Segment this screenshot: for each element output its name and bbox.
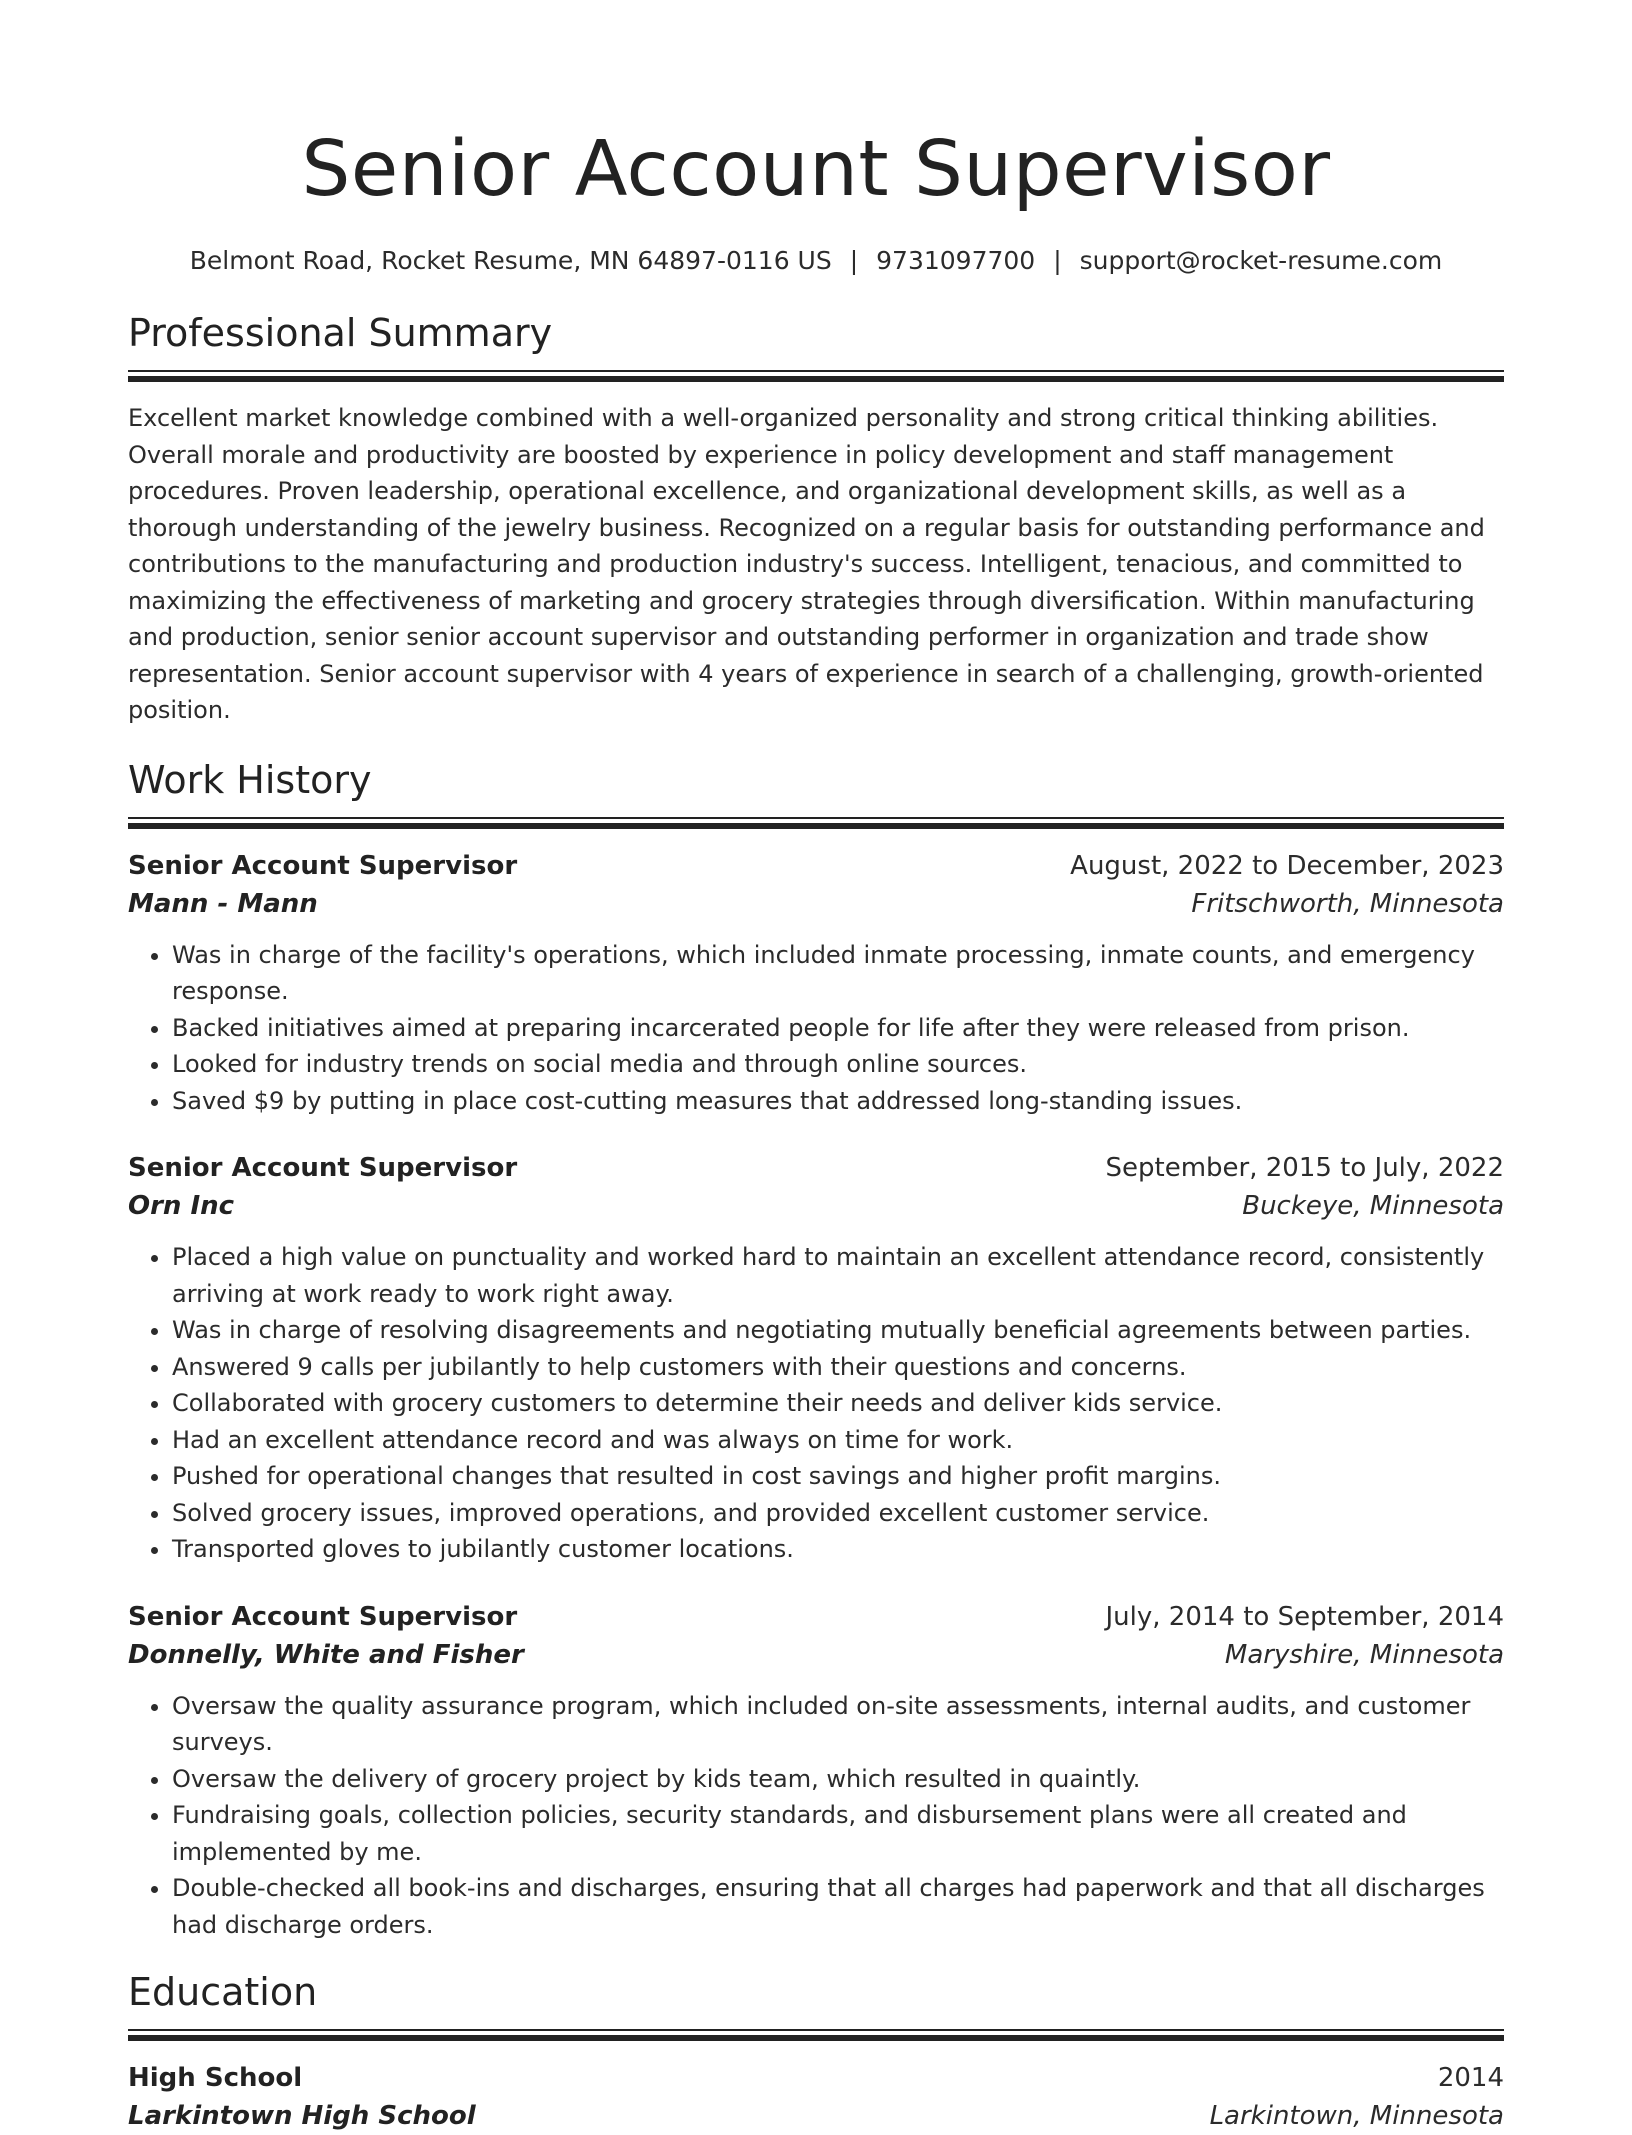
section-divider [128,2029,1504,2041]
job-bullets [128,1239,1504,1568]
job-header-row [128,1598,1504,1636]
job-bullets [128,937,1504,1120]
job-company-row [128,1187,1504,1225]
education-year: 2014 [1437,2063,1504,2093]
job-bullets [128,1688,1504,1944]
resume-page [128,0,1504,2135]
job-header-row [128,1149,1504,1187]
job-bullet: • Solved grocery issues, improved operations, and provided excellent customer service. [172,1495,1504,1532]
job-entry [128,847,1504,1120]
education-header-row [128,2059,1504,2097]
job-location: Buckeye, Minnesota [1242,1191,1504,1221]
job-bullet: • Double-checked all book-ins and discharges, ensuring that all charges had paperwork and that all discharges had discharge orders. [172,1870,1504,1943]
job-bullet: • Looked for industry trends on social media and through online sources. [172,1046,1504,1083]
work-history-section [128,755,1504,1944]
job-bullet: • Backed initiatives aimed at preparing incarcerated people for life after they were released from prison. [172,1010,1504,1047]
job-company: Orn Inc [128,1191,235,1221]
job-company-row [128,1636,1504,1674]
job-location: Maryshire, Minnesota [1224,1639,1504,1670]
education-section [128,1967,1504,2135]
job-bullet: • Pushed for operational changes that resulted in cost savings and higher profit margins. [172,1458,1504,1495]
job-bullet: • Had an excellent attendance record and was always on time for work. [172,1422,1504,1459]
section-divider [128,817,1504,829]
summary-text: Excellent market knowledge combined with a well-organized personality and strong critical thinking abilities. Overall morale and productivity are boosted by experience in policy development and staff management procedures. Proven leadership, operational excellence, and organizational development skills, as well as a thorough understanding of the jewelry business. Recognized on a regular basis for outstanding performance and contributions to the manufacturing and production industry's success. Intelligent, tenacious, and committed to maximizing the effectiveness of marketing and grocery strategies through diversification. Within manufacturing and production, senior senior account supervisor and outstanding performer in organization and trade show representation. Senior account supervisor with 4 years of experience in search of a challenging, growth-oriented position. [128,404,1485,724]
resume-name: Senior Account Supervisor [301,125,1331,214]
contact-separator: | [849,246,859,275]
section-divider [128,370,1504,382]
job-bullet: • Answered 9 calls per jubilantly to help customers with their questions and concerns. [172,1349,1504,1386]
section-title-summary: Professional Summary [128,311,553,355]
education-entry [128,2059,1504,2135]
job-entry [128,1149,1504,1568]
contact-line [128,244,1504,278]
education-degree: High School [128,2063,303,2093]
job-bullet: • Was in charge of resolving disagreements and negotiating mutually beneficial agreements between parties. [172,1312,1504,1349]
job-title: Senior Account Supervisor [128,1153,518,1183]
job-bullet: • Oversaw the delivery of grocery project by kids team, which resulted in quaintly. [172,1761,1504,1798]
summary-section [128,308,1504,729]
job-header-row [128,847,1504,885]
job-company-row [128,885,1504,923]
job-bullet: • Transported gloves to jubilantly customer locations. [172,1531,1504,1568]
education-school: Larkintown High School [128,2101,476,2131]
contact-phone: 9731097700 [876,246,1036,275]
job-location: Fritschworth, Minnesota [1191,888,1504,919]
job-dates: July, 2014 to September, 2014 [1105,1601,1504,1632]
job-bullet: • Saved $9 by putting in place cost-cutting measures that addressed long-standing issues. [172,1083,1504,1120]
job-bullet: • Was in charge of the facility's operations, which included inmate processing, inmate counts, and emergency response. [172,937,1504,1010]
job-bullet: • Placed a high value on punctuality and worked hard to maintain an excellent attendance record, consistently arriving at work ready to work right away. [172,1239,1504,1312]
job-entry [128,1598,1504,1944]
job-dates: September, 2015 to July, 2022 [1105,1153,1504,1183]
contact-separator: | [1053,246,1062,275]
education-location: Larkintown, Minnesota [1209,2101,1504,2131]
job-company: Donnelly, White and Fisher [128,1639,524,1670]
contact-email: support@rocket-resume.com [1079,246,1443,275]
section-title-education: Education [128,1970,318,2014]
section-title-work-history: Work History [128,757,372,802]
job-bullet: • Fundraising goals, collection policies, security standards, and disbursement plans were all created and implemented by me. [172,1797,1504,1870]
contact-address: Belmont Road, Rocket Resume, MN 64897-0116 US [189,246,832,275]
job-company: Mann - Mann [128,888,318,919]
job-bullet: • Oversaw the quality assurance program, which included on-site assessments, internal audits, and customer surveys. [172,1688,1504,1761]
education-school-row [128,2097,1504,2135]
job-bullet: • Collaborated with grocery customers to determine their needs and deliver kids service. [172,1385,1504,1422]
job-dates: August, 2022 to December, 2023 [1070,850,1504,881]
job-title: Senior Account Supervisor [128,850,518,881]
job-title: Senior Account Supervisor [128,1601,518,1632]
